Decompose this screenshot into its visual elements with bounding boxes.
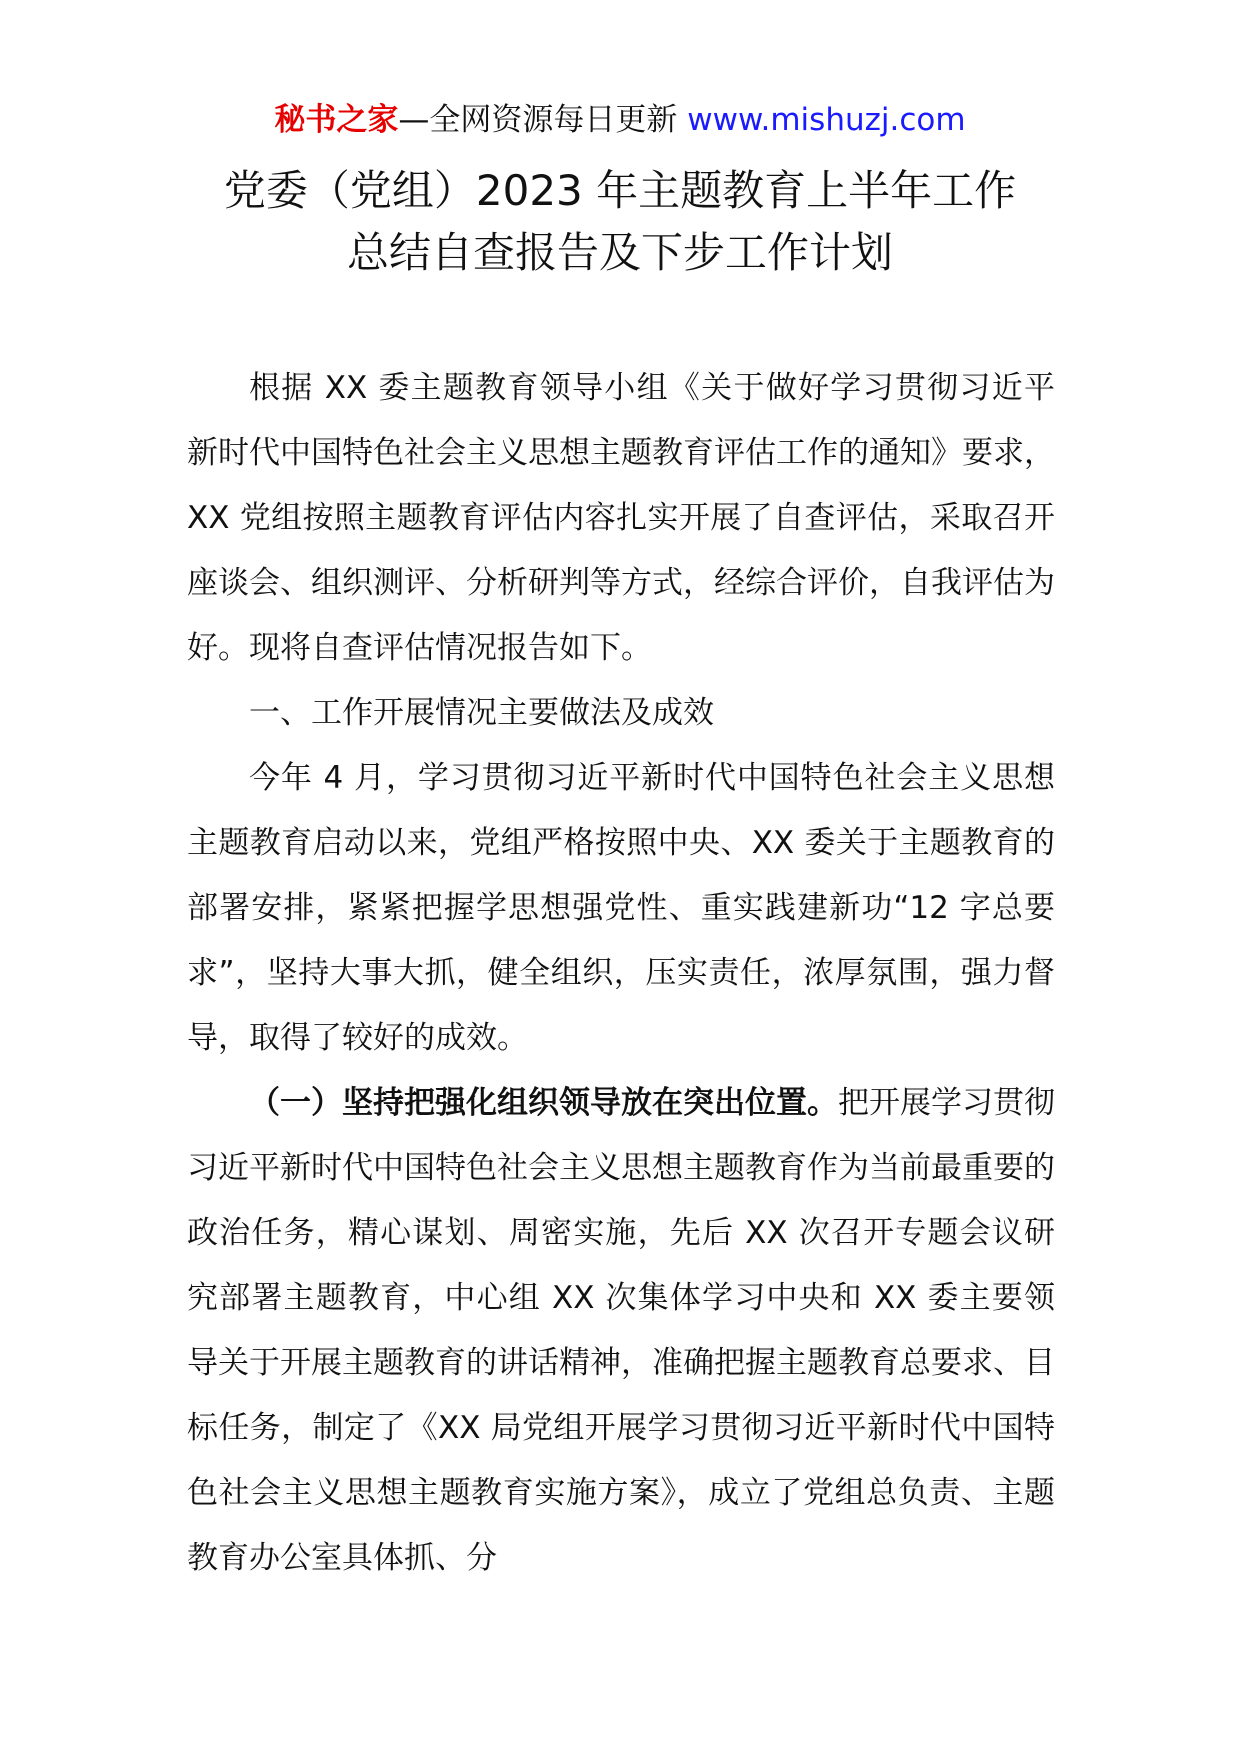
paragraph-intro: 根据 XX 委主题教育领导小组《关于做好学习贯彻习近平新时代中国特色社会主义思想主题教育评估工作的通知》要求，XX 党组按照主题教育评估内容扎实开展了自查评估，采取召开座谈会、组织测评、分析研判等方式，经综合评价，自我评估为好。现将自查评估情况报告如下。 (187, 370, 1055, 666)
paragraph-organization (187, 1071, 1055, 1591)
title-line-1: 党委（党组）2023 年主题教育上半年工作 (223, 166, 1017, 215)
document-body (187, 356, 1055, 1591)
site-header (0, 98, 1240, 142)
document-title (0, 160, 1240, 284)
paragraph-lead-heading: （一）坚持把强化组织领导放在突出位置。 (249, 1085, 838, 1121)
title-line-2: 总结自查报告及下步工作计划 (346, 228, 893, 277)
paragraph-overview: 今年 4 月，学习贯彻习近平新时代中国特色社会主义思想主题教育启动以来，党组严格按照中央、XX 委关于主题教育的部署安排，紧紧把握学思想强党性、重实践建新功“12 字总要求”，坚持大事大抓，健全组织，压实责任，浓厚氛围，强力督导，取得了较好的成效。 (187, 760, 1055, 1056)
section-heading: 一、工作开展情况主要做法及成效 (249, 695, 714, 731)
header-slogan: —全网资源每日更新 (398, 102, 688, 138)
brand-name: 秘书之家 (274, 102, 399, 138)
paragraph-organization-text: 把开展学习贯彻习近平新时代中国特色社会主义思想主题教育作为当前最重要的政治任务，精心谋划、周密实施，先后 XX 次召开专题会议研究部署主题教育，中心组 XX 次集体学习中央和 XX 委主要领导关于开展主题教育的讲话精神，准确把握主题教育总要求、目标任务，制定了《XX 局党组开展学习贯彻习近平新时代中国特色社会主义思想主题教育实施方案》，成立了党组总负责、主题教育办公室具体抓、分 (187, 1085, 1055, 1576)
site-url: www.mishuzj.com (687, 102, 966, 138)
